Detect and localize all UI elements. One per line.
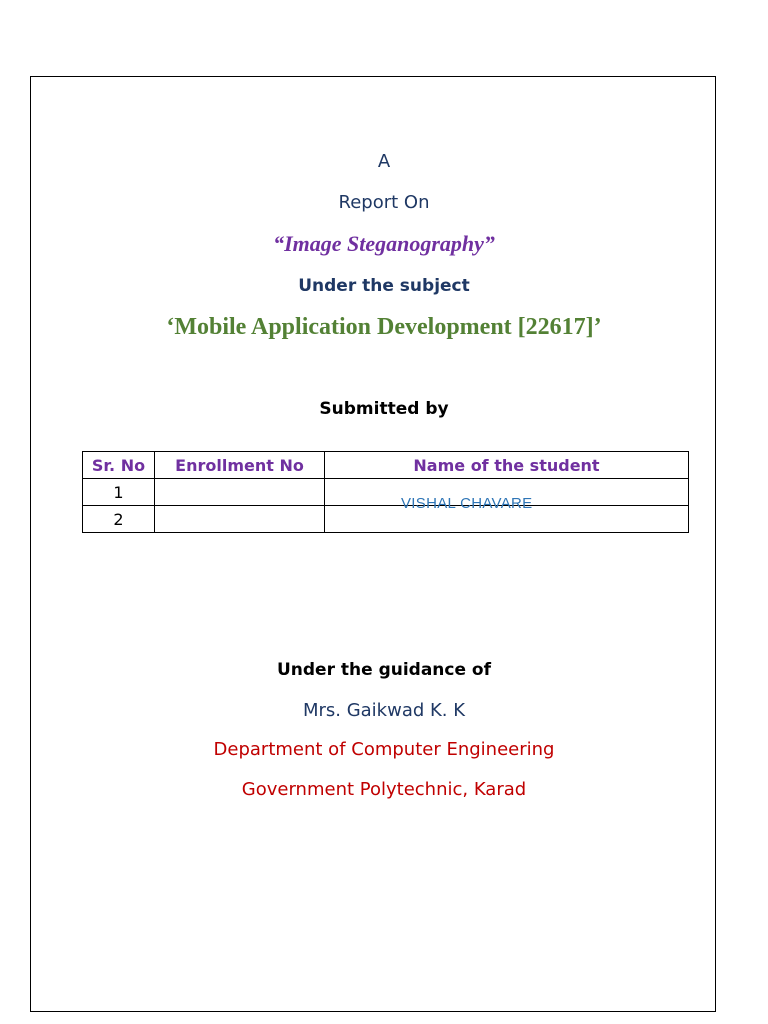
page-border (30, 76, 716, 1012)
sr-no-cell: 1 (83, 479, 155, 506)
project-title: “Image Steganography” (273, 231, 495, 256)
enrollment-cell (155, 506, 325, 533)
guide-name: Mrs. Gaikwad K. K (302, 700, 466, 721)
header-student-name: Name of the student (325, 452, 689, 479)
table-header-row (83, 452, 689, 479)
institute-name: Government Polytechnic, Karad (241, 779, 527, 800)
header-enrollment-no: Enrollment No (155, 452, 325, 479)
table-row (83, 506, 689, 533)
report-on-label: Report On (338, 192, 430, 213)
guidance-label: Under the guidance of (276, 660, 492, 680)
cover-line-a: A (377, 151, 391, 172)
student-name-cell (325, 479, 689, 512)
submitted-by-label: Submitted by (319, 399, 449, 419)
subject-label: Under the subject (298, 276, 470, 296)
department-name: Department of Computer Engineering (213, 739, 555, 760)
enrollment-cell (155, 479, 325, 506)
student-name: VISHAL CHAVARE (401, 495, 533, 512)
subject-title: ‘Mobile Application Development [22617]’ (166, 314, 602, 340)
header-sr-no: Sr. No (83, 452, 155, 479)
sr-no-cell: 2 (83, 506, 155, 533)
students-table (82, 451, 689, 533)
table-row (83, 479, 689, 506)
